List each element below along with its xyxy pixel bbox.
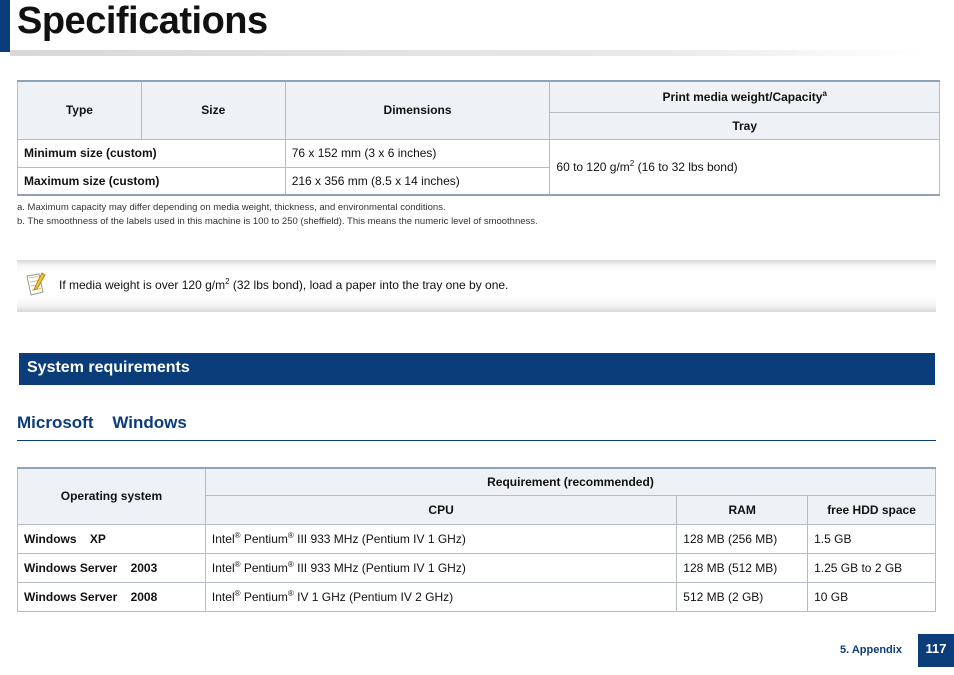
title-divider — [10, 50, 925, 56]
os-name: Windows Server 2003 — [18, 553, 206, 582]
cpu-family: Pentium — [240, 590, 288, 604]
cpu-spec: IV 1 GHz (Pentium IV 2 GHz) — [293, 590, 454, 604]
note-box — [17, 260, 936, 312]
header-weight — [550, 81, 940, 112]
header-weight-label: Print media weight/Capacity — [662, 90, 823, 105]
note-text-main: If media weight is over 120 g/m — [59, 278, 226, 292]
cpu-brand: Intel — [211, 590, 235, 604]
cpu-family: Pentium — [240, 561, 288, 575]
header-dimensions: Dimensions — [285, 81, 550, 139]
os-name: Windows XP — [18, 524, 206, 553]
cpu-value — [205, 582, 676, 611]
tray-value — [550, 139, 940, 195]
header-hdd: free HDD space — [808, 495, 936, 524]
cpu-brand: Intel — [211, 561, 235, 575]
row-dimensions: 216 x 356 mm (8.5 x 14 inches) — [285, 167, 550, 195]
section-title: System requirements — [27, 359, 190, 376]
header-type: Type — [18, 81, 142, 139]
subsection-divider — [17, 440, 936, 441]
footnote-b: b. The smoothness of the labels used in this machine is 100 to 250 (sheffield). This means the numeric level of smoothness. — [17, 216, 538, 227]
os-name: Windows Server 2008 — [18, 582, 206, 611]
left-accent-bar — [0, 0, 10, 52]
media-spec-table — [17, 80, 940, 196]
hdd-value: 1.25 GB to 2 GB — [808, 553, 936, 582]
ram-value: 128 MB (512 MB) — [677, 553, 808, 582]
subsection-title: Microsoft Windows — [17, 413, 187, 432]
requirements-table — [17, 467, 936, 612]
row-label: Maximum size (custom) — [18, 167, 286, 195]
registered-mark: ® — [287, 589, 294, 598]
hdd-value: 10 GB — [808, 582, 936, 611]
section-header-bar — [19, 353, 935, 385]
cpu-value — [205, 524, 676, 553]
registered-mark: ® — [234, 589, 241, 598]
note-text-suffix: (32 lbs bond), load a paper into the tray one by one. — [229, 278, 509, 292]
note-text-sup: 2 — [225, 277, 230, 286]
row-dimensions: 76 x 152 mm (3 x 6 inches) — [285, 139, 550, 167]
header-weight-footnote: a — [822, 89, 827, 99]
footnote-a: a. Maximum capacity may differ depending on media weight, thickness, and environmental conditions. — [17, 202, 446, 213]
page-number: 117 — [918, 634, 954, 667]
header-operating-system: Operating system — [18, 468, 206, 524]
header-size: Size — [141, 81, 285, 139]
header-tray: Tray — [550, 112, 940, 139]
tray-value-main: 60 to 120 g/m — [556, 160, 630, 175]
table-row — [18, 582, 936, 611]
registered-mark: ® — [234, 560, 241, 569]
header-requirement: Requirement (recommended) — [205, 468, 935, 495]
ram-value: 512 MB (2 GB) — [677, 582, 808, 611]
cpu-spec: III 933 MHz (Pentium IV 1 GHz) — [293, 561, 466, 575]
footer-chapter: 5. Appendix — [840, 644, 902, 656]
hdd-value: 1.5 GB — [808, 524, 936, 553]
table-row — [18, 553, 936, 582]
cpu-spec: III 933 MHz (Pentium IV 1 GHz) — [293, 532, 466, 546]
registered-mark: ® — [287, 531, 294, 540]
row-label: Minimum size (custom) — [18, 139, 286, 167]
ram-value: 128 MB (256 MB) — [677, 524, 808, 553]
tray-value-suffix: (16 to 32 lbs bond) — [634, 160, 738, 175]
registered-mark: ® — [234, 531, 241, 540]
cpu-brand: Intel — [211, 532, 235, 546]
note-pencil-icon — [25, 272, 47, 298]
tray-value-sup: 2 — [629, 159, 635, 169]
note-text — [59, 277, 508, 292]
table-row — [18, 524, 936, 553]
table-row — [18, 139, 940, 167]
registered-mark: ® — [287, 560, 294, 569]
header-cpu: CPU — [205, 495, 676, 524]
header-ram: RAM — [677, 495, 808, 524]
page-title: Specifications — [17, 0, 268, 42]
cpu-family: Pentium — [240, 532, 288, 546]
cpu-value — [205, 553, 676, 582]
